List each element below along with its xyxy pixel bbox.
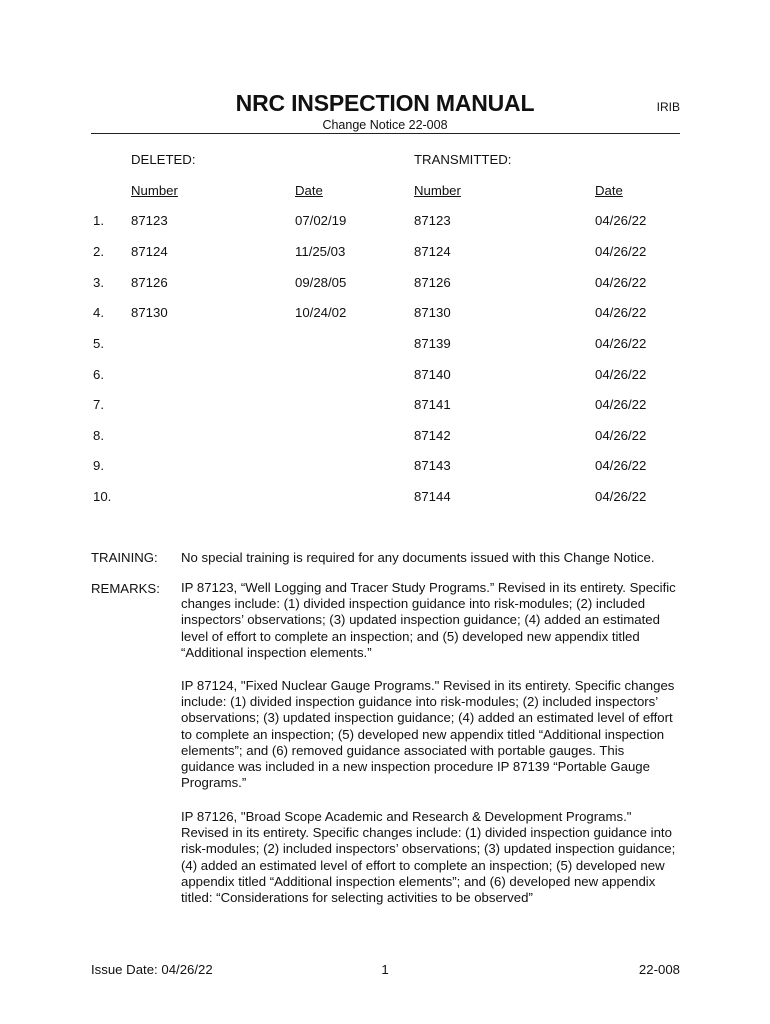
document-id: 22-008 [638, 962, 680, 977]
transmitted-heading: TRANSMITTED: [414, 152, 512, 167]
deleted-number: 87123 [131, 213, 168, 228]
remarks-paragraph-2: IP 87124, "Fixed Nuclear Gauge Programs." Revised in its entirety. Specific changes include: (1) divided inspection guidance into risk-modules; (2) included inspectors’ observations; (3) updated inspection guidance; (4) added an estimated level of effort to complete an inspection; (5) developed new appendix titled “Additional inspection elements”; and (6) removed guidance associated with portable gauges. This guidance was included in a new inspection procedure IP 87139 “Portable Gauge Programs.” [181, 678, 675, 791]
deleted-heading: DELETED: [131, 152, 196, 167]
transmitted-number: 87130 [414, 305, 451, 320]
deleted-date: 07/02/19 [295, 213, 347, 228]
deleted-date: 11/25/03 [295, 244, 346, 259]
transmitted-date: 04/26/22 [595, 213, 647, 228]
transmitted-number: 87142 [414, 428, 451, 443]
transmitted-number-header: Number [414, 183, 461, 198]
transmitted-number: 87126 [414, 275, 451, 290]
transmitted-date: 04/26/22 [595, 458, 647, 473]
training-text: No special training is required for any documents issued with this Change Notice. [181, 550, 655, 565]
transmitted-number: 87124 [414, 244, 451, 259]
deleted-number-header: Number [131, 183, 178, 198]
deleted-date-header: Date [295, 183, 323, 198]
row-index: 10. [93, 489, 112, 504]
table-row [0, 367, 770, 385]
row-index: 4. [93, 305, 104, 320]
row-index: 6. [93, 367, 104, 382]
transmitted-date-header: Date [595, 183, 623, 198]
row-index: 8. [93, 428, 104, 443]
table-row [0, 213, 770, 231]
transmitted-date: 04/26/22 [595, 336, 647, 351]
transmitted-number: 87143 [414, 458, 451, 473]
transmitted-date: 04/26/22 [595, 489, 647, 504]
transmitted-number: 87139 [414, 336, 451, 351]
transmitted-date: 04/26/22 [595, 367, 647, 382]
issue-date: Issue Date: 04/26/22 [91, 962, 213, 977]
row-index: 5. [93, 336, 104, 351]
training-label: TRAINING: [91, 550, 158, 565]
document-title: NRC INSPECTION MANUAL [235, 90, 535, 116]
row-index: 7. [93, 397, 104, 412]
table-row [0, 305, 770, 323]
deleted-date: 09/28/05 [295, 275, 347, 290]
table-row [0, 397, 770, 415]
document-tag: IRIB [656, 100, 680, 114]
deleted-date: 10/24/02 [295, 305, 347, 320]
deleted-number: 87124 [131, 244, 168, 259]
transmitted-number: 87141 [414, 397, 451, 412]
table-row [0, 275, 770, 293]
table-row [0, 336, 770, 354]
row-index: 3. [93, 275, 104, 290]
transmitted-number: 87123 [414, 213, 451, 228]
transmitted-number: 87144 [414, 489, 451, 504]
remarks-paragraph-3: IP 87126, "Broad Scope Academic and Research & Development Programs." Revised in its entirety. Specific changes include: (1) divided inspection guidance into risk-modules; (2) included inspectors’ observations; (3) updated inspection guidance; (4) added an estimated level of effort to complete an inspection; (5) developed new appendix titled “Additional inspection elements”; and (6) developed new appendix titled: “Considerations for selecting activities to be observed” [181, 809, 676, 906]
remarks-label: REMARKS: [91, 581, 160, 596]
table-row [0, 489, 770, 507]
header-rule [91, 133, 680, 134]
table-row [0, 458, 770, 476]
page-number: 1 [381, 962, 389, 977]
remarks-paragraph-1: IP 87123, “Well Logging and Tracer Study Programs.” Revised in its entirety. Specific changes include: (1) divided inspection guidance into risk-modules; (2) included inspectors’ observations; (3) updated inspection guidance; (4) added an estimated level of effort to complete an inspection; and (5) developed new appendix titled “Additional inspection elements.” [181, 580, 676, 660]
change-notice: Change Notice 22-008 [322, 118, 448, 132]
row-index: 2. [93, 244, 104, 259]
transmitted-date: 04/26/22 [595, 428, 647, 443]
deleted-number: 87130 [131, 305, 168, 320]
transmitted-number: 87140 [414, 367, 451, 382]
table-row [0, 428, 770, 446]
deleted-number: 87126 [131, 275, 168, 290]
table-row [0, 244, 770, 262]
transmitted-date: 04/26/22 [595, 305, 647, 320]
transmitted-date: 04/26/22 [595, 275, 647, 290]
transmitted-date: 04/26/22 [595, 244, 647, 259]
row-index: 1. [93, 213, 104, 228]
transmitted-date: 04/26/22 [595, 397, 647, 412]
row-index: 9. [93, 458, 104, 473]
